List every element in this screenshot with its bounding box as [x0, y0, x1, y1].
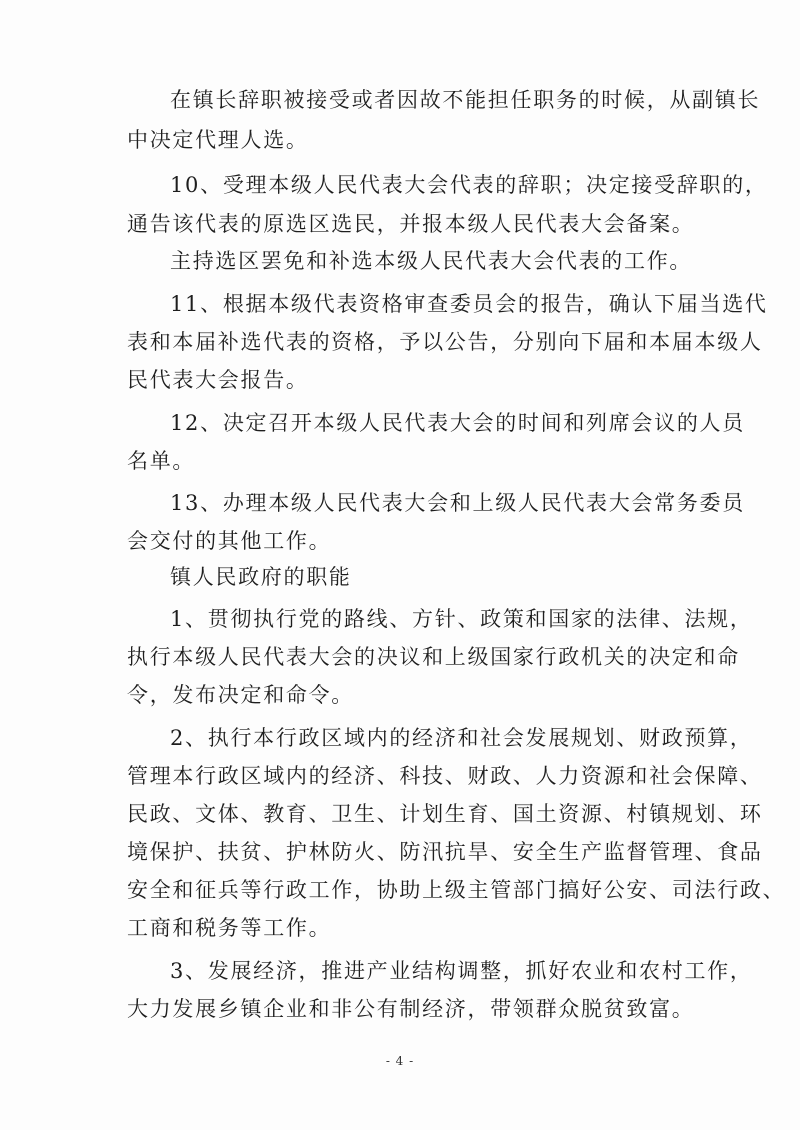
text-line: 主持选区罢免和补选本级人民代表大会代表的工作。 [170, 249, 693, 273]
text-line: 大力发展乡镇企业和非公有制经济，带领群众脱贫致富。 [127, 997, 695, 1021]
text-line: 10、受理本级人民代表大会代表的辞职；决定接受辞职的， [170, 173, 768, 197]
section-heading: 镇人民政府的职能 [170, 565, 352, 589]
text-line: 管理本行政区域内的经济、科技、财政、人力资源和社会保障、 [127, 764, 763, 788]
text-line: 令，发布决定和命令。 [127, 683, 354, 707]
text-line: 表和本届补选代表的资格，予以公告，分别向下届和本届本级人 [127, 330, 763, 354]
text-line: 中决定代理人选。 [127, 128, 309, 152]
text-line: 民代表大会报告。 [127, 368, 309, 392]
text-line: 通告该代表的原选区选民，并报本级人民代表大会备案。 [127, 212, 695, 236]
text-line: 13、办理本级人民代表大会和上级人民代表大会常务委员 [170, 491, 745, 515]
text-line: 3、发展经济，推进产业结构调整，抓好农业和农村工作， [170, 959, 753, 983]
text-line: 安全和征兵等行政工作，协助上级主管部门搞好公安、司法行政、 [127, 878, 786, 902]
text-line: 工商和税务等工作。 [127, 916, 332, 940]
text-line: 境保护、扶贫、护林防火、防汛抗旱、安全生产监督管理、食品 [127, 840, 763, 864]
text-line: 会交付的其他工作。 [127, 529, 332, 553]
text-line: 在镇长辞职被接受或者因故不能担任职务的时候，从副镇长 [170, 88, 761, 112]
text-line: 1、贯彻执行党的路线、方针、政策和国家的法律、法规， [170, 607, 753, 631]
text-line: 民政、文体、教育、卫生、计划生育、国土资源、村镇规划、环 [127, 802, 763, 826]
text-line: 11、根据本级代表资格审查委员会的报告，确认下届当选代 [170, 292, 768, 316]
text-line: 12、决定召开本级人民代表大会的时间和列席会议的人员 [170, 411, 745, 435]
text-line: 2、执行本行政区域内的经济和社会发展规划、财政预算， [170, 726, 753, 750]
page-number: - 4 - [385, 1054, 415, 1068]
text-line: 名单。 [127, 449, 196, 473]
text-line: 执行本级人民代表大会的决议和上级国家行政机关的决定和命 [127, 645, 740, 669]
